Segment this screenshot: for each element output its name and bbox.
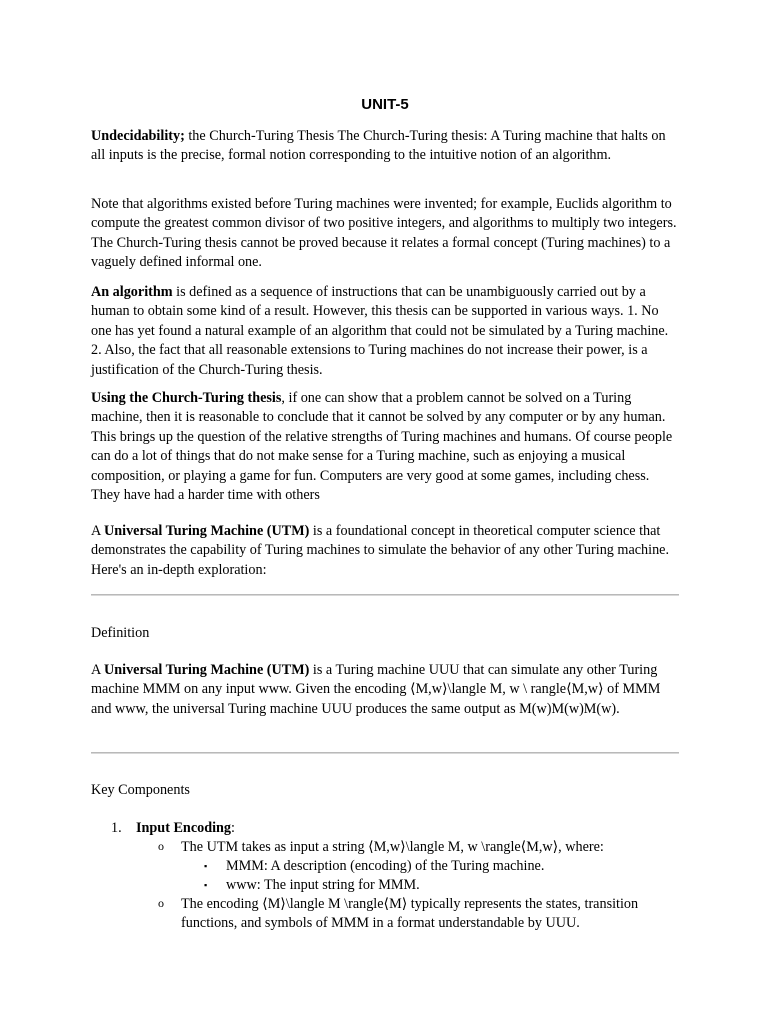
- sub-list-item: [91, 895, 679, 933]
- heading-key-components: [91, 781, 679, 800]
- nested-list-item: [91, 876, 679, 895]
- sub-list-text: The UTM takes as input a string ⟨M,w⟩\langle M, w \rangle⟨M,w⟩, where:: [181, 839, 604, 855]
- nested-list-text: www: The input string for MMM.: [226, 877, 420, 893]
- paragraph-body: the Church-Turing Thesis The Church-Turing thesis: A Turing machine that halts on all inputs is the precise, formal notion corresponding to the intuitive notion of an algorithm.: [91, 128, 666, 164]
- bold-term: Using the Church-Turing thesis: [91, 390, 282, 406]
- nested-list: [181, 857, 679, 895]
- page-title: UNIT-5: [361, 96, 409, 113]
- paragraph-text: [91, 522, 679, 580]
- paragraph-utm-intro: [91, 522, 679, 580]
- heading-definition: [91, 624, 679, 643]
- sub-list: [136, 838, 679, 933]
- square-bullet-icon: ▪: [204, 861, 208, 871]
- paragraph-body: is a Turing machine UUU that can simulate any other Turing machine MMM on any input www. Given the encoding ⟨M,w⟩\langle M, w \ rangle⟨M,w⟩ of MMM and www, the universal Turing machine UUU produces the same output as M(w)M(w)M(w).: [91, 662, 661, 717]
- paragraph-text: [91, 389, 679, 505]
- paragraph-lead: A: [91, 523, 105, 539]
- bold-term: Undecidability;: [91, 128, 185, 144]
- nested-list-item: [91, 857, 679, 876]
- paragraph-lead: A: [91, 662, 105, 678]
- bold-term: Universal Turing Machine (UTM): [104, 523, 310, 539]
- paragraph-text: [91, 195, 679, 273]
- bold-term: An algorithm: [91, 284, 173, 300]
- paragraph-body: Note that algorithms existed before Turing machines were invented; for example, Euclids algorithm to compute the greatest common divisor of two positive integers, and algorithms to multiply two integers. The Church-Turing thesis cannot be proved because it relates a formal concept (Turing machines) to a vaguely defined informal one.: [91, 196, 677, 271]
- paragraph-undecidability: [91, 127, 679, 166]
- circle-bullet: o: [158, 839, 164, 853]
- square-bullet-icon: ▪: [204, 880, 208, 890]
- sub-list-item: [91, 838, 679, 895]
- paragraph-body: is defined as a sequence of instructions that can be unambiguously carried out by a human to obtain some kind of a result. However, this thesis can be supported in various ways. 1. No one has yet found a natural example of an algorithm that could not be simulated by a Turing machine. 2. Also, the fact that all reasonable extensions to Turing machines do not increase their power, is a justification of the Church-Turing thesis.: [91, 284, 669, 378]
- paragraph-algorithms-history: [91, 195, 679, 273]
- key-components-list: [91, 819, 679, 933]
- bold-term: Universal Turing Machine (UTM): [104, 662, 310, 678]
- paragraph-text: [91, 283, 679, 380]
- horizontal-rule: [91, 752, 679, 754]
- numbered-list: [91, 819, 679, 933]
- nested-list-text: MMM: A description (encoding) of the Turing machine.: [226, 858, 545, 874]
- circle-bullet: o: [158, 896, 164, 910]
- paragraph-algorithm-definition: [91, 283, 679, 380]
- section-heading: Key Components: [91, 782, 190, 798]
- list-number: 1.: [111, 820, 122, 836]
- horizontal-rule: [91, 594, 679, 596]
- bold-term: Input Encoding: [136, 820, 232, 836]
- paragraph-text: [91, 661, 679, 719]
- paragraph-body: , if one can show that a problem cannot be solved on a Turing machine, then it is reasonable to conclude that it cannot be solved by any computer or by any human. This brings up the question of the relative strengths of Turing machines and humans. Of course people can do a lot of things that do not make sense for a Turing machine, such as enjoying a musical composition, or playing a game for fun. Computers are very good at some games, including chess. They have had a harder time with others: [91, 390, 673, 504]
- paragraph-text: [91, 127, 679, 166]
- sub-list-text: The encoding ⟨M⟩\langle M \rangle⟨M⟩ typically represents the states, transition functions, and symbols of MMM in a format understandable by UUU.: [181, 896, 639, 931]
- list-item-input-encoding: [91, 819, 679, 933]
- paragraph-body: is a foundational concept in theoretical computer science that demonstrates the capability of Turing machines to simulate the behavior of any other Turing machine. Here's an in-depth exploration:: [91, 523, 670, 578]
- paragraph-utm-definition: [91, 661, 679, 719]
- section-heading: Definition: [91, 625, 150, 641]
- paragraph-using-thesis: [91, 389, 679, 505]
- list-colon: :: [231, 820, 235, 836]
